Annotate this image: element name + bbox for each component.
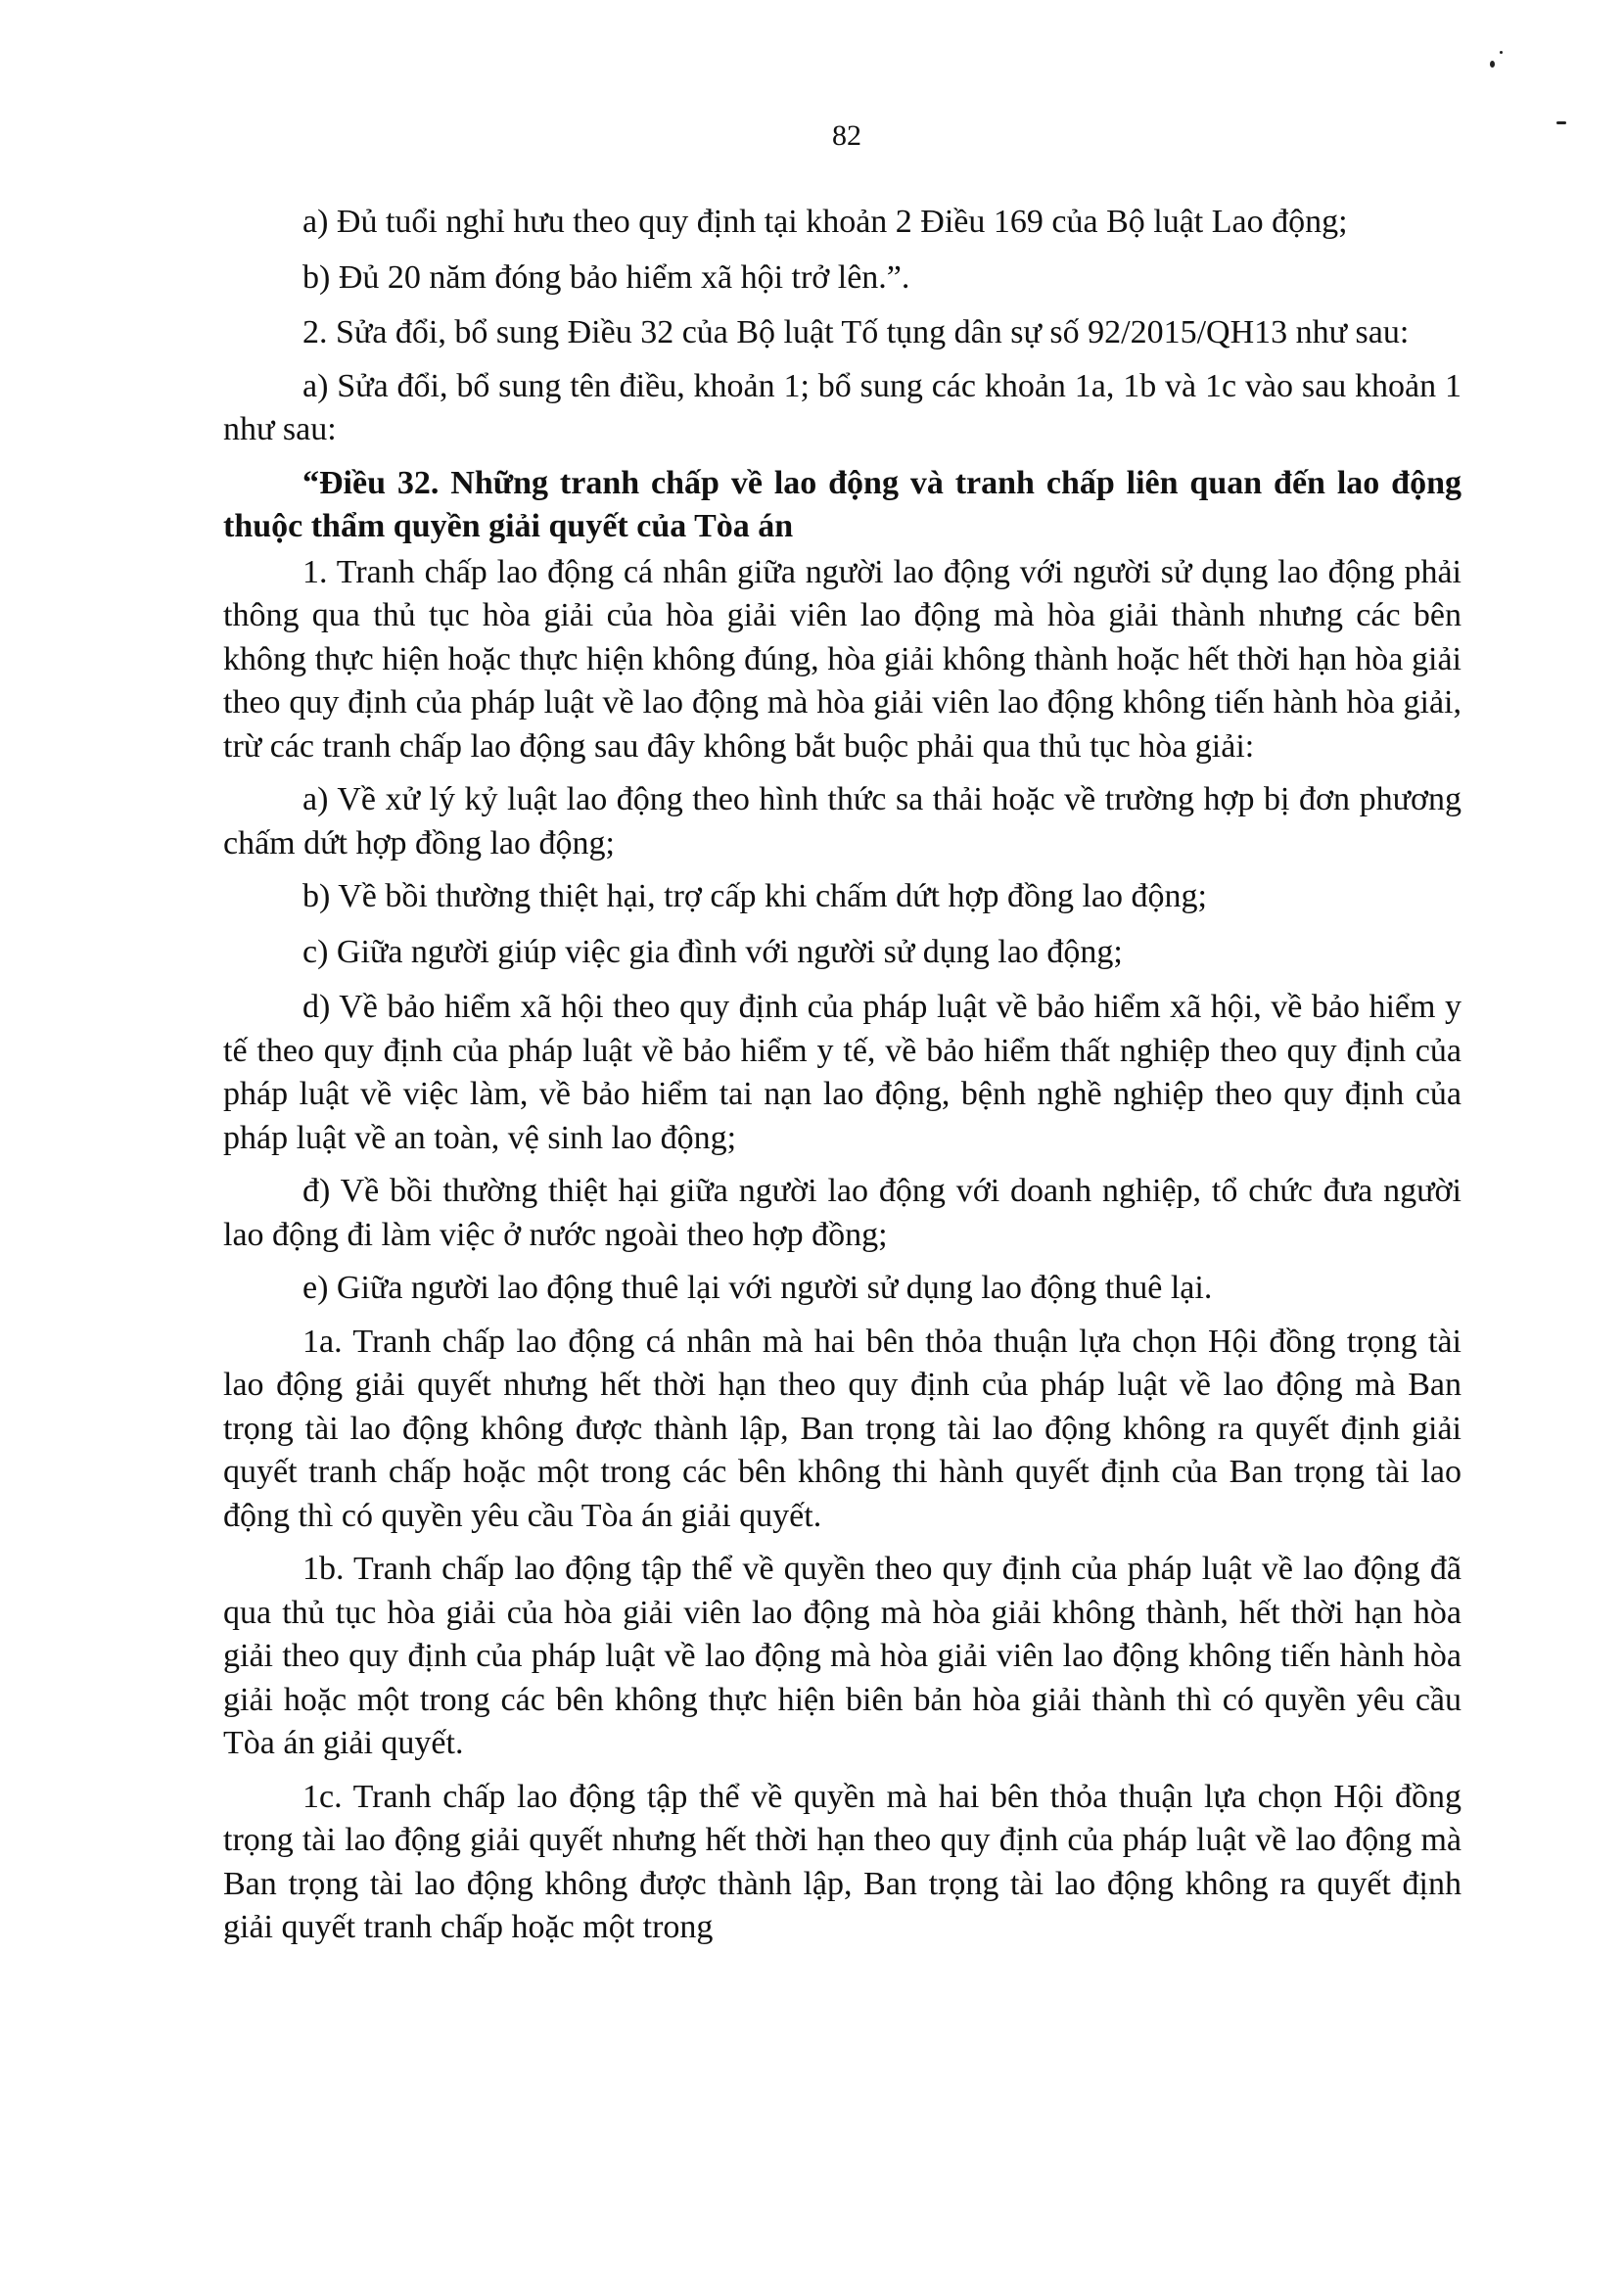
paragraph-point-a: a) Về xử lý kỷ luật lao động theo hình thức sa thải hoặc về trường hợp bị đơn phương chấm dứt hợp đồng lao động; [223,781,1462,861]
paragraph-point-b: b) Về bồi thường thiệt hại, trợ cấp khi chấm dứt hợp đồng lao động; [302,878,1207,914]
paragraph-point-dd: đ) Về bồi thường thiệt hại giữa người lao động với doanh nghiệp, tổ chức đưa người lao động đi làm việc ở nước ngoài theo hợp đồng; [223,1173,1462,1253]
scan-speck [1490,61,1495,68]
paragraph-clause-1a: 1a. Tranh chấp lao động cá nhân mà hai bên thỏa thuận lựa chọn Hội đồng trọng tài lao động giải quyết nhưng hết thời hạn theo quy định của pháp luật về lao động mà Ban trọng tài lao động không được thành lập, Ban trọng tài lao động không ra quyết định giải quyết tranh chấp hoặc một trong các bên không thi hành quyết định của Ban trọng tài lao động thì có quyền yêu cầu Tòa án giải quyết. [223,1323,1462,1534]
paragraph-point-d: d) Về bảo hiểm xã hội theo quy định của pháp luật về bảo hiểm xã hội, về bảo hiểm y tế theo quy định của pháp luật về bảo hiểm y tế, về bảo hiểm thất nghiệp theo quy định của pháp luật về việc làm, về bảo hiểm tai nạn lao động, bệnh nghề nghiệp theo quy định của pháp luật về an toàn, vệ sinh lao động; [223,989,1462,1156]
paragraph-clause-1: 1. Tranh chấp lao động cá nhân giữa người lao động với người sử dụng lao động phải thông qua thủ tục hòa giải của hòa giải viên lao động mà hòa giải thành nhưng các bên không thực hiện hoặc thực hiện không đúng, hòa giải không thành hoặc hết thời hạn hòa giải theo quy định của pháp luật về lao động mà hòa giải viên lao động không tiến hành hòa giải, trừ các tranh chấp lao động sau đây không bắt buộc phải qua thủ tục hòa giải: [223,553,1462,765]
paragraph-amend-article-32: 2. Sửa đổi, bổ sung Điều 32 của Bộ luật Tố tụng dân sự số 92/2015/QH13 như sau: [302,314,1410,350]
scan-speck [1500,51,1503,54]
paragraph-amend-clause-1: a) Sửa đổi, bổ sung tên điều, khoản 1; bổ sung các khoản 1a, 1b và 1c vào sau khoản 1 như sau: [223,367,1462,447]
paragraph-clause-b-insurance-years: b) Đủ 20 năm đóng bảo hiểm xã hội trở lên.”. [302,258,910,296]
paragraph-clause-a-retirement-age: a) Đủ tuổi nghỉ hưu theo quy định tại khoản 2 Điều 169 của Bộ luật Lao động; [302,204,1348,240]
paragraph-point-e: e) Giữa người lao động thuê lại với người sử dụng lao động thuê lại. [302,1270,1213,1306]
article-32-heading: “Điều 32. Những tranh chấp về lao động và tranh chấp liên quan đến lao động thuộc thẩm quyền giải quyết của Tòa án [223,464,1462,544]
scan-speck [1556,121,1566,124]
paragraph-clause-1b: 1b. Tranh chấp lao động tập thể về quyền theo quy định của pháp luật về lao động đã qua thủ tục hòa giải của hòa giải viên lao động mà hòa giải không thành, hết thời hạn hòa giải theo quy định của pháp luật về lao động mà hòa giải viên lao động không tiến hành hòa giải hoặc một trong các bên không thực hiện biên bản hòa giải thành thì có quyền yêu cầu Tòa án giải quyết. [223,1551,1462,1761]
document-body [223,201,1462,1960]
paragraph-clause-1c: 1c. Tranh chấp lao động tập thể về quyền mà hai bên thỏa thuận lựa chọn Hội đồng trọng tài lao động giải quyết nhưng hết thời hạn theo quy định của pháp luật về lao động mà Ban trọng tài lao động không được thành lập, Ban trọng tài lao động không ra quyết định giải quyết tranh chấp hoặc một trong [223,1778,1462,1945]
paragraph-point-c: c) Giữa người giúp việc gia đình với người sử dụng lao động; [302,933,1123,970]
page-number: 82 [832,119,861,152]
